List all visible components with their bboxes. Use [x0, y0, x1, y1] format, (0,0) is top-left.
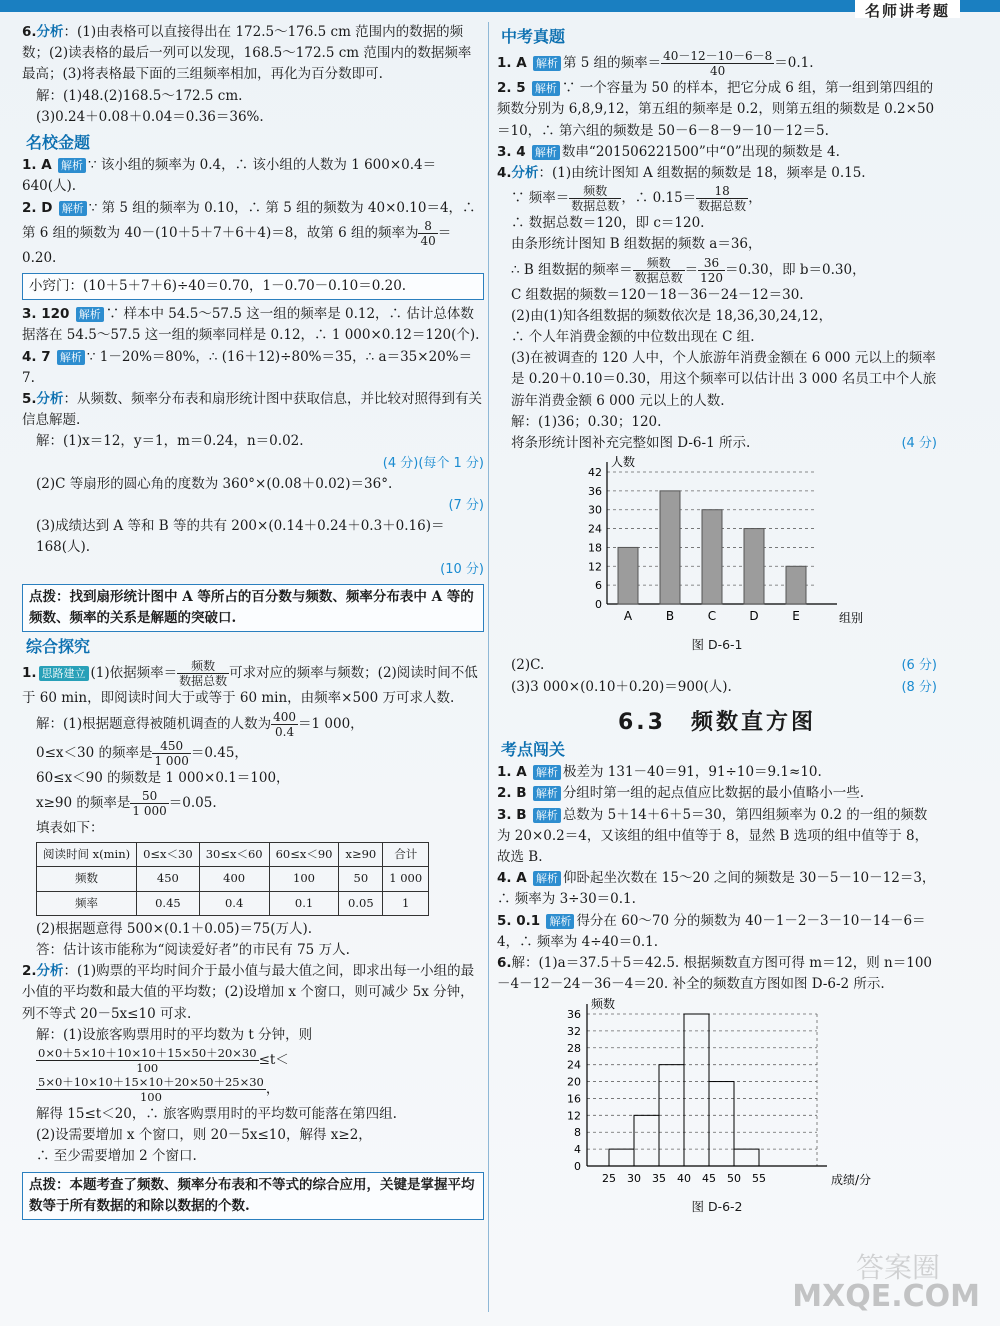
r2: 2. 5 解析 ∵ 一个容量为 50 的样本，把它分成 6 组，第一组到第四组的频数分别为 6,8,9,12，第五组的频率是 0.2，则第五组的频数是 0.2×50＝10，∴ 第六组的频数是 50－6－8－9－10－12＝5. — [497, 80, 935, 139]
y-tick-label: 0 — [574, 1159, 581, 1173]
k5: 5. 0.1 解析 得分在 60～70 分的频数为 40－1－2－3－10－14－6＝4，∴ 频率为 4÷40＝0.1. — [497, 912, 926, 950]
tip-box: 点拨：找到扇形统计图中 A 等所占的百分数与频数、频率分布表中 A 等的频数、频率的关系是解题的突破口. — [22, 584, 484, 632]
r4-s4: (3)3 000×(0.10＋0.20)＝900(人). (8 分) — [497, 677, 937, 698]
histogram-bar-45-50 — [709, 1081, 734, 1165]
fraction: $\frac{\text{频数}}{\text{数据总数}}$ — [179, 659, 228, 689]
z1-s2: 0≤x＜30 的频率是 $\frac{450}{1 000}$ ＝0.45， — [36, 738, 248, 768]
tip-box: 小窍门：(10＋5＋7＋6)÷40＝0.70，1－0.70－0.10＝0.20. — [22, 273, 484, 300]
z2-s1: 解：(1)设旅客购票用时的平均数为 t 分钟，则 — [36, 1026, 313, 1043]
x-axis-label: 成绩/分 — [831, 1172, 872, 1187]
analysis-tag: 解析 — [533, 786, 561, 801]
y-tick-label: 36 — [567, 1007, 581, 1021]
header-title: 名师讲考题 — [855, 0, 960, 18]
x-tick-label: D — [749, 609, 759, 624]
z2-s3: (2)设需要增加 x 个窗口，则 20－5x≤10，解得 x≥2， — [36, 1127, 372, 1144]
z2: 2.分析：(1)购票的平均时间介于最小值与最大值之间，即求出每一小组的最小值的平均数和最大值的平均数；(2)设增加 x 个窗口，则可减少 5x 分钟，列不等式 20－5x≤10 可求. — [22, 963, 475, 1022]
m2: 2. D 解析 ∵ 第 5 组的频率为 0.10，∴ 第 5 组的频数为 40×0.10＝4，∴ 第 6 组的频数为 40－(10＋5＋7＋6＋4)＝8，故第 6 组的频率为 $\frac{8}{40}$ ＝0.20. — [22, 199, 476, 266]
analysis-tag: 解析 — [59, 201, 87, 216]
z1: 1. 思路建立 (1)依据频率＝ $\frac{\text{频数}}{\text{数据总数}}$ 可求对应的频率与频数；(2)阅读时间不低于 60 min，即阅读时间大于或等于 60 min，由频率×500 万可求人数. — [22, 659, 478, 707]
x-tick-label: B — [665, 609, 675, 624]
analysis-tag: 解析 — [546, 914, 574, 929]
analysis-tag: 解析 — [57, 350, 85, 365]
table-header-row: 阅读时间 x(min) 0≤x＜30 30≤x＜60 60≤x＜90 x≥90 合计 — [37, 843, 429, 867]
bar-chart-d-6-1 — [567, 454, 867, 634]
histogram-bar-30-35 — [634, 1115, 659, 1166]
y-tick-label: 12 — [588, 560, 602, 574]
q6-solution-2: (3)0.24＋0.08＋0.04＝0.36＝36%. — [36, 108, 264, 125]
m3: 3. 120 解析 ∵ 样本中 54.5～57.5 这一组的频率是 0.12，∴ 估计总体数据落在 54.5～57.5 这一组的频率同样是 0.12，∴ 1 000×0.12＝120(个). — [22, 306, 480, 344]
y-tick-label: 24 — [588, 522, 602, 536]
bar-A — [618, 548, 638, 605]
frequency-table — [36, 842, 429, 916]
x-tick-label: 45 — [702, 1171, 716, 1185]
section-title: 6.3 频数直方图 — [618, 709, 816, 735]
x-tick-label: A — [623, 609, 633, 624]
k3: 3. B 解析 总数为 5＋14＋6＋5＝30，第四组频率为 0.2 的一组的频数为 20×0.2＝4，又该组的组中值等于 8，显然 B 选项的组中值等于 8，故选 B. — [497, 806, 929, 866]
r4-s2: 将条形统计图补充完整如图 D-6-1 所示. (4 分) — [497, 433, 937, 454]
table-row: 频数 450 400 100 50 1 000 — [37, 867, 429, 891]
score-label: (7 分) — [448, 498, 484, 514]
r4-t3: ∴ 数据总数＝120，即 c＝120. — [511, 215, 705, 232]
r4-t7: (2)由(1)知各组数据的频数依次是 18,36,30,24,12， — [511, 307, 833, 324]
y-tick-label: 24 — [567, 1058, 581, 1072]
x-tick-label: 25 — [602, 1171, 616, 1185]
histogram-bar-40-45 — [684, 1014, 709, 1166]
table-row: 频率 0.45 0.4 0.1 0.05 1 — [37, 891, 429, 915]
x-tick-label: 35 — [652, 1171, 666, 1185]
right-column — [497, 22, 937, 1217]
analysis-tag: 解析 — [533, 871, 561, 886]
analysis-tag: 解析 — [533, 56, 561, 71]
histogram-bar-25-30 — [609, 1149, 634, 1166]
k2: 2. B 解析 分组时第一组的起点值应比数据的最小值略小一些. — [497, 785, 865, 802]
y-tick-label: 20 — [567, 1075, 581, 1089]
idea-tag: 思路建立 — [39, 666, 89, 681]
m5-solution-3: (3)成绩达到 A 等和 B 等的共有 200×(0.14＋0.24＋0.3＋0.16)＝168(人). — [36, 518, 445, 556]
column-divider — [488, 22, 489, 1312]
bar-D — [744, 529, 764, 604]
y-tick-label: 28 — [567, 1041, 581, 1055]
section-heading-comprehensive: 综合探究 — [26, 637, 91, 657]
histogram-bar-50-55 — [734, 1149, 759, 1166]
r4-t4: 由条形统计图知 B 组数据的频数 a＝36， — [511, 236, 762, 253]
fraction: $\frac{8}{40}$ — [420, 218, 436, 248]
analysis-label: 分析 — [36, 24, 64, 40]
r3: 3. 4 解析 数串“201506221500”中“0”出现的频数是 4. — [497, 143, 840, 160]
watermark-logo: 答案圈 — [855, 1251, 940, 1284]
x-tick-label: 40 — [677, 1171, 691, 1185]
y-axis-label: 频数 — [591, 996, 616, 1011]
y-tick-label: 32 — [567, 1024, 581, 1038]
y-tick-label: 6 — [595, 579, 602, 593]
y-tick-label: 16 — [567, 1091, 581, 1105]
x-tick-label: E — [792, 609, 800, 624]
score-label: (10 分) — [440, 561, 484, 577]
histogram-d-6-2 — [537, 996, 897, 1196]
analysis-tag: 解析 — [76, 307, 104, 322]
z1-s1: 解：(1)根据题意得被随机调查的人数为 $\frac{400}{0.4}$ ＝1 000， — [36, 709, 364, 739]
bar-C — [702, 510, 722, 604]
r4: 4.分析：(1)由统计图知 A 组数据的频数是 18，频率是 0.15. — [497, 165, 866, 182]
x-tick-label: 30 — [627, 1171, 641, 1185]
m5-solution-2: (2)C 等扇形的圆心角的度数为 360°×(0.08＋0.02)＝36°. — [36, 475, 393, 492]
k4: 4. A 解析 仰卧起坐次数在 15～20 之间的频数是 30－5－10－12＝3，∴ 频率为 3÷30＝0.1. — [497, 870, 936, 908]
tip-box: 点拨：本题考查了频数、频率分布表和不等式的综合应用，关键是掌握平均数等于所有数据的和除以数据的个数. — [22, 1172, 484, 1220]
analysis-tag: 解析 — [532, 81, 560, 96]
y-tick-label: 12 — [567, 1108, 581, 1122]
q6: 6.分析：(1)由表格可以直接得出在 172.5～176.5 cm 范围内的数据的频数；(2)读表格的最后一列可以发现，168.5～172.5 cm 范围内的数据频率最高；(3)将表格最下面的三组频率相加，再化为百分数即可. — [22, 24, 472, 83]
y-tick-label: 42 — [588, 466, 602, 480]
r4-t5: ∴ B 组数据的频率＝ $\frac{\text{频数}}{\text{数据总数}}$ ＝ $\frac{36}{120}$ ＝0.30，即 b＝0.30， — [511, 255, 866, 285]
k1: 1. A 解析 极差为 131－40＝91，91÷10＝9.1≈10. — [497, 764, 822, 781]
y-tick-label: 8 — [574, 1125, 581, 1139]
x-tick-label: 55 — [752, 1171, 766, 1185]
r4-t9: (3)在被调查的 120 人中，个人旅游年消费金额在 6 000 元以上的频率是 0.20＋0.10＝0.30，用这个频率可以估计出 3 000 名员工中个人旅游年消费金额 6 000 元以上的人数. — [511, 350, 937, 409]
m5-solution-1: 解：(1)x＝12，y＝1，m＝0.24，n＝0.02. — [36, 433, 304, 450]
left-column — [22, 22, 484, 1224]
z1-s3: 60≤x＜90 的频数是 1 000×0.1＝100， — [36, 769, 290, 786]
y-axis-label: 人数 — [611, 455, 636, 470]
r4-t6: C 组数据的频数＝120－18－36－24－12＝30. — [511, 286, 804, 303]
chart-caption: 图 D-6-1 — [691, 637, 743, 653]
analysis-tag: 解析 — [533, 765, 561, 780]
bar-E — [786, 567, 806, 605]
z1-s4: x≥90 的频率是 $\frac{50}{1 000}$ ＝0.05. — [36, 788, 217, 818]
r4-t2: ∵ 频率＝ $\frac{\text{频数}}{\text{数据总数}}$ ，∴ 0.15＝ $\frac{18}{\text{数据总数}}$ ， — [511, 184, 762, 214]
score-label: (4 分) — [901, 436, 937, 452]
y-tick-label: 30 — [588, 503, 602, 517]
m1: 1. A 解析 ∵ 该小组的频率为 0.4，∴ 该小组的人数为 1 600×0.4＝640(人). — [22, 157, 437, 195]
r4-s3: (2)C. (6 分) — [497, 655, 937, 676]
analysis-tag: 解析 — [58, 158, 86, 173]
r4-t8: ∴ 个人年消费金额的中位数出现在 C 组. — [511, 329, 755, 346]
m4: 4. 7 解析 ∵ 1－20%＝80%，∴ (16＋12)÷80%＝35，∴ a＝35×20%＝7. — [22, 348, 473, 386]
header-bar — [0, 0, 1000, 12]
r1: 1. A 解析 第 5 组的频率＝ $\frac{40-12-10-6-8}{40}$ ＝0.1. — [497, 49, 814, 79]
x-tick-label: C — [707, 609, 717, 624]
score-label: (6 分) — [901, 658, 937, 674]
k6: 6.解：(1)a＝37.5＋5＝42.5. 根据频数直方图可得 m＝12，则 n＝100－4－12－24－36－4＝20. 补全的频数直方图如图 D-6-2 所示. — [497, 955, 933, 993]
score-label: (4 分)(每个 1 分) — [382, 455, 484, 471]
z2-formula-1: $\frac{0\times 0+5\times 10+10\times 10+15\times 50+20\times 30}{100}$ ≤t＜ — [38, 1045, 289, 1075]
z2-s2: 解得 15≤t＜20，∴ 旅客购票用时的平均数可能落在第四组. — [36, 1105, 397, 1122]
watermark-url: MXQE.COM — [792, 1279, 980, 1314]
x-tick-label: 50 — [727, 1171, 741, 1185]
r4-s1: 解：(1)36；0.30；120. — [511, 413, 662, 430]
analysis-tag: 解析 — [532, 145, 560, 160]
q6-solution-1: 解：(1)48.(2)168.5～172.5 cm. — [36, 87, 243, 104]
section-heading-exam: 中考真题 — [501, 27, 566, 46]
section-heading-famous-school: 名校金题 — [26, 133, 91, 153]
section-heading-checkpoints: 考点闯关 — [501, 740, 566, 760]
x-axis-label: 组别 — [839, 611, 864, 626]
m5: 5.分析：从频数、频率分布表和扇形统计图中获取信息，并比较对照得到有关信息解题. — [22, 391, 483, 429]
y-tick-label: 4 — [574, 1142, 581, 1156]
z2-formula-2: $\frac{5\times 0+10\times 10+15\times 10+20\times 50+25\times 30}{100}$ ， — [38, 1074, 280, 1104]
bar-B — [660, 491, 680, 604]
y-tick-label: 0 — [595, 598, 602, 612]
y-tick-label: 18 — [588, 541, 602, 555]
z1-fill-label: 填表如下： — [36, 819, 104, 836]
z2-s4: ∴ 至少需要增加 2 个窗口. — [36, 1148, 197, 1165]
y-tick-label: 36 — [588, 485, 602, 499]
analysis-tag: 解析 — [533, 808, 561, 823]
score-label: (8 分) — [901, 679, 937, 695]
chart-caption: 图 D-6-2 — [691, 1198, 743, 1214]
z1-s6: 答：估计该市能称为“阅读爱好者”的市民有 75 万人. — [36, 941, 350, 958]
z1-s5: (2)根据题意得 500×(0.1＋0.05)＝75(万人). — [36, 920, 313, 937]
